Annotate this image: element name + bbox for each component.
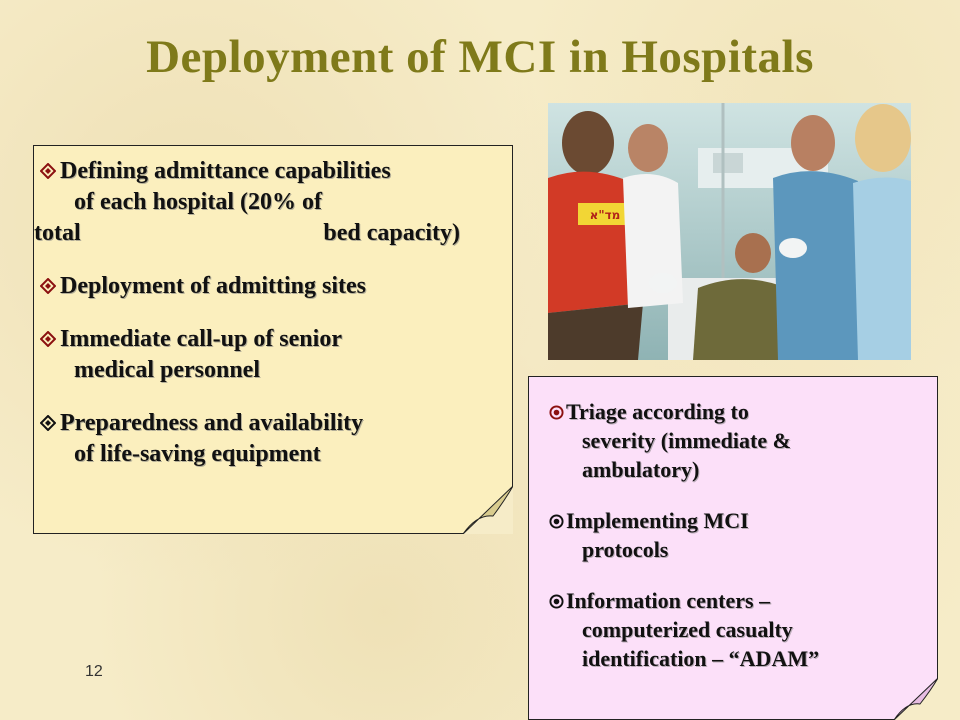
- list-item-line: total: [34, 220, 81, 246]
- slide-title: Deployment of MCI in Hospitals: [146, 31, 814, 83]
- diamond-bullet-icon: [40, 415, 56, 431]
- list-item-line: computerized casualty: [582, 617, 793, 642]
- list-item-line: of life-saving equipment: [74, 441, 321, 467]
- triage-list: [549, 397, 929, 695]
- list-item: [549, 586, 929, 673]
- list-item-line: severity (immediate &: [582, 428, 791, 453]
- vest-label: מד"א: [589, 208, 621, 222]
- list-item-line: of each hospital (20% of: [74, 189, 322, 215]
- list-item-line: Implementing MCI: [566, 508, 749, 533]
- admittance-note: [33, 145, 513, 534]
- list-item-row: [34, 218, 460, 249]
- list-item-line: Deployment of admitting sites: [60, 273, 366, 299]
- list-item-line: ambulatory): [582, 457, 700, 482]
- list-item: [549, 506, 929, 564]
- circle-dot-bullet-icon: [549, 514, 564, 529]
- list-item-line: identification – “ADAM”: [582, 646, 820, 671]
- list-item-line: medical personnel: [74, 357, 260, 383]
- circle-dot-bullet-icon: [549, 594, 564, 609]
- list-item-line: Immediate call-up of senior: [60, 326, 342, 352]
- list-item-line: Defining admittance capabilities: [60, 158, 391, 184]
- list-item: [40, 408, 510, 470]
- triage-note: [528, 376, 938, 720]
- list-item-line: Triage according to: [566, 399, 749, 424]
- page-curl-icon: [894, 678, 938, 720]
- list-item: [40, 271, 510, 302]
- list-item-line: Information centers –: [566, 588, 771, 613]
- admittance-list: [34, 156, 510, 492]
- list-item-line: protocols: [582, 537, 669, 562]
- list-item: [34, 156, 510, 249]
- photo-illustration: [548, 103, 911, 360]
- diamond-bullet-icon: [40, 163, 56, 179]
- hospital-triage-photo: [548, 103, 911, 360]
- diamond-bullet-icon: [40, 278, 56, 294]
- list-item-line: bed capacity): [323, 220, 460, 246]
- diamond-bullet-icon: [40, 331, 56, 347]
- list-item-line: Preparedness and availability: [60, 410, 364, 436]
- circle-dot-bullet-icon: [549, 405, 564, 420]
- list-item: [549, 397, 929, 484]
- list-item: [40, 324, 510, 386]
- page-number: 12: [85, 663, 103, 680]
- page-curl-icon: [463, 486, 513, 534]
